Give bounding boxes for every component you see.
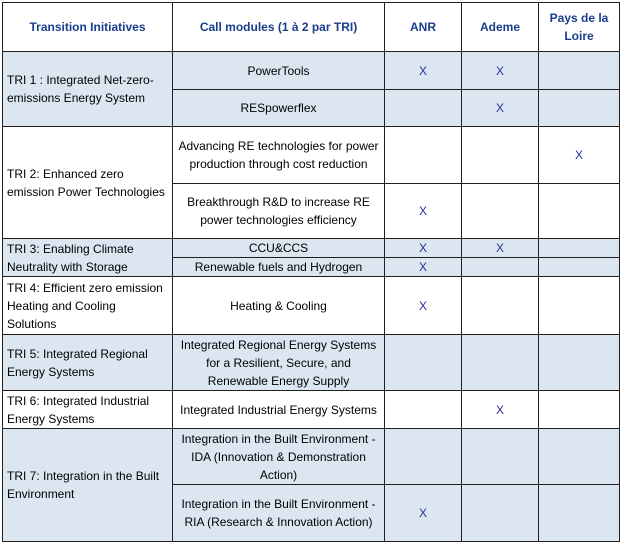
- mark-ademe: [462, 277, 539, 335]
- mark-pdl: [539, 258, 620, 277]
- module-advancing-re: Advancing RE technologies for power production through cost reduction: [173, 127, 385, 184]
- tri-7-label: TRI 7: Integration in the Built Environment: [3, 429, 173, 542]
- module-heating-cooling: Heating & Cooling: [173, 277, 385, 335]
- mark-anr: X: [385, 277, 462, 335]
- mark-pdl: [539, 277, 620, 335]
- mark-ademe: [462, 485, 539, 542]
- tri-3-label: TRI 3: Enabling Climate Neutrality with Storage: [3, 239, 173, 277]
- header-call-modules: Call modules (1 à 2 par TRI): [173, 3, 385, 52]
- table-row: [3, 239, 620, 258]
- mark-pdl: [539, 239, 620, 258]
- tri-6-label: TRI 6: Integrated Industrial Energy Systems: [3, 391, 173, 429]
- module-renewable-fuels: Renewable fuels and Hydrogen: [173, 258, 385, 277]
- module-powertools: PowerTools: [173, 52, 385, 90]
- module-integrated-regional: Integrated Regional Energy Systems for a Resilient, Secure, and Renewable Energy Supply: [173, 335, 385, 391]
- mark-anr: [385, 90, 462, 127]
- mark-anr: [385, 127, 462, 184]
- mark-pdl: [539, 90, 620, 127]
- mark-pdl: [539, 52, 620, 90]
- tri-1-label: TRI 1 : Integrated Net-zero-emissions Energy System: [3, 52, 173, 127]
- table-row: [3, 127, 620, 184]
- module-respowerflex: RESpowerflex: [173, 90, 385, 127]
- module-built-env-ria: Integration in the Built Environment - RIA (Research & Innovation Action): [173, 485, 385, 542]
- mark-anr: X: [385, 52, 462, 90]
- mark-pdl: [539, 335, 620, 391]
- mark-ademe: [462, 127, 539, 184]
- header-anr: ANR: [385, 3, 462, 52]
- header-pays-de-la-loire: Pays de la Loire: [539, 3, 620, 52]
- table-row: [3, 429, 620, 485]
- funding-table: [2, 2, 620, 542]
- mark-pdl: [539, 485, 620, 542]
- mark-anr: [385, 429, 462, 485]
- mark-ademe: X: [462, 391, 539, 429]
- table-row: [3, 277, 620, 335]
- mark-pdl: [539, 184, 620, 239]
- header-transition-initiatives: Transition Initiatives: [3, 3, 173, 52]
- mark-ademe: [462, 258, 539, 277]
- mark-anr: X: [385, 485, 462, 542]
- tri-4-label: TRI 4: Efficient zero emission Heating and Cooling Solutions: [3, 277, 173, 335]
- table-row: [3, 391, 620, 429]
- header-row: [3, 3, 620, 52]
- module-built-env-ida: Integration in the Built Environment - IDA (Innovation & Demonstration Action): [173, 429, 385, 485]
- mark-anr: [385, 335, 462, 391]
- mark-pdl: X: [539, 127, 620, 184]
- module-breakthrough-rd: Breakthrough R&D to increase RE power technologies efficiency: [173, 184, 385, 239]
- mark-ademe: X: [462, 52, 539, 90]
- table-row: [3, 52, 620, 90]
- module-integrated-industrial: Integrated Industrial Energy Systems: [173, 391, 385, 429]
- mark-anr: [385, 391, 462, 429]
- module-ccu-ccs: CCU&CCS: [173, 239, 385, 258]
- mark-anr: X: [385, 239, 462, 258]
- mark-ademe: [462, 184, 539, 239]
- tri-5-label: TRI 5: Integrated Regional Energy Systems: [3, 335, 173, 391]
- mark-ademe: [462, 335, 539, 391]
- mark-anr: X: [385, 258, 462, 277]
- mark-ademe: X: [462, 239, 539, 258]
- mark-pdl: [539, 429, 620, 485]
- header-ademe: Ademe: [462, 3, 539, 52]
- mark-ademe: [462, 429, 539, 485]
- mark-anr: X: [385, 184, 462, 239]
- tri-2-label: TRI 2: Enhanced zero emission Power Technologies: [3, 127, 173, 239]
- mark-pdl: [539, 391, 620, 429]
- mark-ademe: X: [462, 90, 539, 127]
- table-row: [3, 335, 620, 391]
